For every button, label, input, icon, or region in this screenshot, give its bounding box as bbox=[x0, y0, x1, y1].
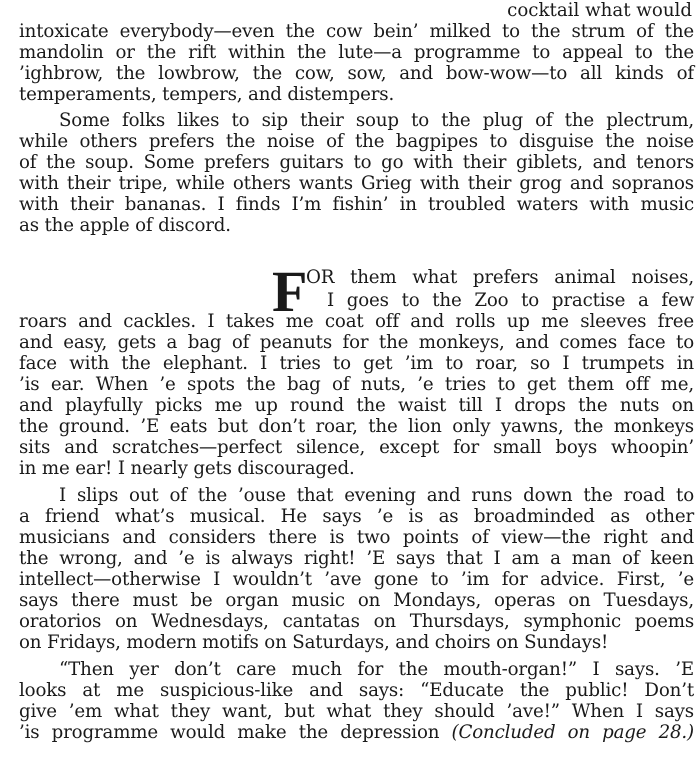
para4-line: on Fridays, modern motifs on Saturdays, and choirs on Sundays! bbox=[19, 632, 609, 653]
para5-line: looks at me suspicious-like and says: “Educate the public! Don’t bbox=[19, 680, 694, 701]
para3-line: the ground. ’E eats but don’t roar, the lion only yawns, the monkeys bbox=[19, 416, 694, 437]
para5-line: give ’em what they want, but what they should ’ave!” When I says bbox=[19, 701, 694, 722]
para2-line: with their tripe, while others wants Grieg with their grog and sopranos bbox=[19, 173, 694, 194]
para5-last-line bbox=[19, 722, 694, 743]
para4-line: musicians and considers there is two points of view—the right and bbox=[19, 527, 694, 548]
para3-line: face with the elephant. I tries to get ’im to roar, so I trumpets in bbox=[19, 353, 694, 374]
para5-last-text: ’is programme would make the depression bbox=[19, 722, 452, 743]
para2-line: Some folks likes to sip their soup to the plug of the plectrum, bbox=[59, 110, 694, 131]
header-fragment: cocktail what would bbox=[507, 0, 692, 21]
para1-line: temperaments, tempers, and distempers. bbox=[19, 84, 395, 105]
para5-line: “Then yer don’t care much for the mouth-organ!” I says. ’E bbox=[59, 659, 694, 680]
para4-line: oratorios on Wednesdays, cantatas on Thursdays, symphonic poems bbox=[19, 611, 694, 632]
para2-line: as the apple of discord. bbox=[19, 215, 231, 236]
para3-line: in me ear! I nearly gets discouraged. bbox=[19, 458, 355, 479]
continuation-link[interactable]: (Concluded on page 28.) bbox=[451, 722, 694, 743]
para3-line: roars and cackles. I takes me coat off and rolls up me sleeves free bbox=[19, 311, 694, 332]
para4-line: I slips out of the ’ouse that evening and runs down the road to bbox=[59, 485, 694, 506]
para1-line: mandolin or the rift within the lute—a programme to appeal to the bbox=[19, 42, 694, 63]
para1-line: ’ighbrow, the lowbrow, the cow, sow, and bow-wow—to all kinds of bbox=[19, 63, 694, 84]
para3-line: ’is ear. When ’e spots the bag of nuts, ’e tries to get them off me, bbox=[19, 374, 694, 395]
para3-first-line: OR them what prefers animal noises, bbox=[306, 267, 694, 288]
para3-line: and easy, gets a bag of peanuts for the monkeys, and comes face to bbox=[19, 332, 694, 353]
para4-line: says there must be organ music on Mondays, operas on Tuesdays, bbox=[19, 590, 694, 611]
para2-line: of the soup. Some prefers guitars to go with their giblets, and tenors bbox=[19, 152, 694, 173]
para2-line: with their bananas. I finds I’m fishin’ in troubled waters with music bbox=[19, 194, 694, 215]
para2-line: while others prefers the noise of the bagpipes to disguise the noise bbox=[19, 131, 694, 152]
para4-line: the wrong, and ’e is always right! ’E says that I am a man of keen bbox=[19, 548, 694, 569]
para3-line: and playfully picks me up round the waist till I drops the nuts on bbox=[19, 395, 694, 416]
drop-cap: F bbox=[272, 259, 308, 324]
para3-line: sits and scratches—perfect silence, except for small boys whoopin’ bbox=[19, 437, 694, 458]
para4-line: a friend what’s musical. He says ’e is as broadminded as other bbox=[19, 506, 694, 527]
para3-first-line: I goes to the Zoo to practise a few bbox=[327, 290, 694, 311]
para4-line: intellect—otherwise I wouldn’t ’ave gone to ’im for advice. First, ’e bbox=[19, 569, 694, 590]
para1-line: intoxicate everybody—even the cow bein’ milked to the strum of the bbox=[19, 21, 694, 42]
